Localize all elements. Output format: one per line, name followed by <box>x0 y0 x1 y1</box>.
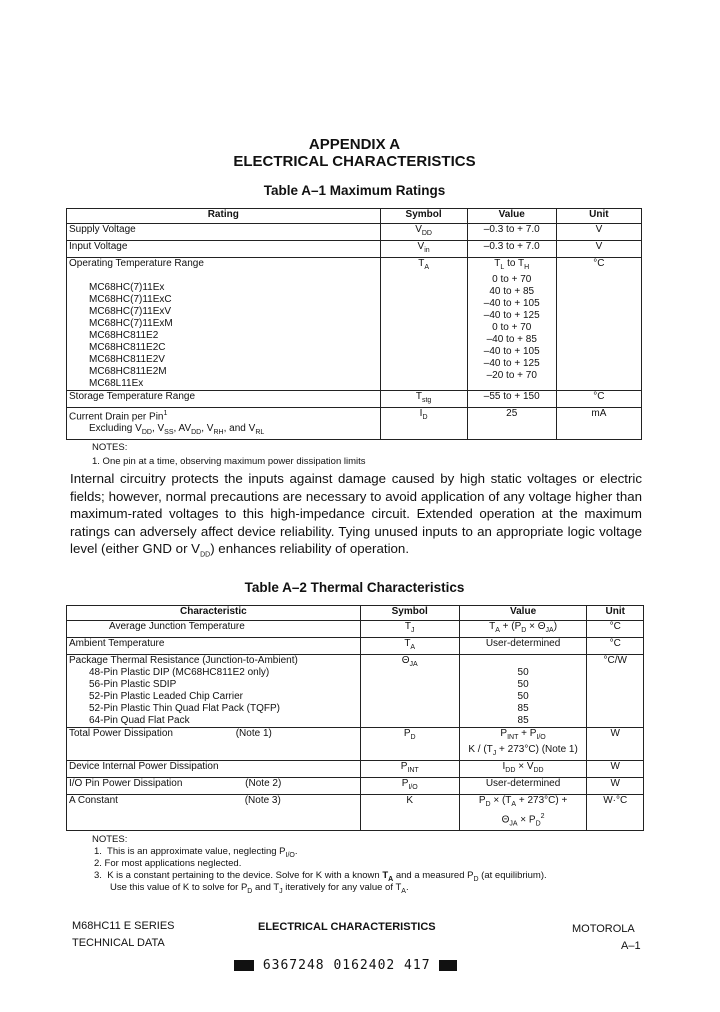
symbol-cell: $V_{in}$ <box>380 241 467 258</box>
footer-brand: MOTOROLA <box>572 923 635 935</box>
package-name: 56-Pin Plastic SDIP <box>89 679 177 690</box>
table-header-row <box>67 606 644 621</box>
range-value: $T_L$ to $T_H$ <box>494 258 530 271</box>
resistance-value: 50 <box>517 691 529 702</box>
barcode-block-right <box>439 960 457 971</box>
table-row <box>67 621 644 638</box>
part-name: MC68L11Ex <box>89 378 144 389</box>
characteristic-cell <box>67 795 361 831</box>
barcode-number: 6367248 0162402 417 <box>262 958 431 973</box>
footer-technical-data: TECHNICAL DATA <box>72 937 165 949</box>
unit-cell: W <box>587 761 644 778</box>
appendix-heading: APPENDIX A <box>308 136 401 153</box>
characteristic-cell <box>67 728 361 761</box>
thermal-characteristics-table <box>66 605 644 831</box>
characteristic-cell: Ambient Temperature <box>67 638 361 655</box>
col-header-unit: Unit <box>587 606 644 621</box>
table-row <box>67 728 644 761</box>
range-value: 0 to + 70 <box>492 322 532 333</box>
part-name: MC68HC(7)11ExV <box>89 306 172 317</box>
value-cell: $T_A + (P_D \times \Theta_{JA})$ <box>459 621 587 638</box>
range-value: –40 to + 125 <box>483 310 540 321</box>
table-a1-caption: Table A–1 Maximum Ratings <box>263 183 446 198</box>
barcode-line <box>234 958 457 973</box>
part-name: MC68HC811E2 <box>89 330 159 341</box>
range-value: –20 to + 70 <box>486 370 537 381</box>
unit-cell: V <box>556 241 641 258</box>
package-name: 64-Pin Quad Flat Pack <box>89 715 190 726</box>
characteristic-cell: Average Junction Temperature <box>67 621 361 638</box>
package-name: 48-Pin Plastic DIP (MC68HC811E2 only) <box>89 667 270 678</box>
range-value: –40 to + 85 <box>486 334 537 345</box>
barcode-block-left <box>234 960 254 971</box>
unit-cell: W <box>587 778 644 795</box>
table-a2-note: Use this value of K to solve for $P_D$ and $T_J$ iteratively for any value of $T_A$. <box>110 882 409 895</box>
table-row <box>67 795 644 831</box>
current-drain-exclusions: Excluding $V_{DD}$, $V_{SS}$, $AV_{DD}$, $V_{RH}$, and $V_{RL}$ <box>89 423 265 437</box>
table-row <box>67 241 642 258</box>
value-cell: –0.3 to + 7.0 <box>467 224 556 241</box>
symbol-cell: $P_{I/O}$ <box>360 778 459 795</box>
value-cell <box>459 655 587 728</box>
unit-cell: °C <box>587 621 644 638</box>
rating-cell <box>67 258 381 391</box>
resistance-value: 50 <box>517 679 529 690</box>
value-cell: 25 <box>467 408 556 440</box>
unit-cell: W·°C <box>587 795 644 831</box>
part-name: MC68HC811E2V <box>89 354 165 365</box>
col-header-value: Value <box>459 606 587 621</box>
part-name: MC68HC811E2C <box>89 342 166 353</box>
resistance-value: 85 <box>517 703 529 714</box>
package-name: 52-Pin Plastic Leaded Chip Carrier <box>89 691 243 702</box>
rating-cell: Supply Voltage <box>67 224 381 241</box>
package-label: Package Thermal Resistance (Junction-to-Ambient) <box>69 655 298 666</box>
footer-page-number: A–1 <box>621 940 641 952</box>
total-power-label: Total Power Dissipation <box>69 728 173 739</box>
value-cell: $P_{INT} + P_{I/O}$ $K / (T_J + 273^\circ C)$ (Note 1) <box>459 728 587 761</box>
symbol-cell: $I_D$ <box>380 408 467 440</box>
characteristic-cell <box>67 778 361 795</box>
rating-cell: Storage Temperature Range <box>67 391 381 408</box>
footer-section-title: ELECTRICAL CHARACTERISTICS <box>258 921 436 933</box>
part-name: MC68HC(7)11ExM <box>89 318 173 329</box>
table-row <box>67 761 644 778</box>
value-cell: $I_{DD} \times V_{DD}$ <box>459 761 587 778</box>
symbol-cell: $T_A$ <box>360 638 459 655</box>
col-header-characteristic: Characteristic <box>67 606 361 621</box>
io-power-label: I/O Pin Power Dissipation <box>69 778 183 789</box>
symbol-cell: K <box>360 795 459 831</box>
value-cell <box>467 258 556 391</box>
resistance-value: 85 <box>517 715 529 726</box>
table-row <box>67 655 644 728</box>
note-ref: (Note 2) <box>245 778 282 789</box>
resistance-value: 50 <box>517 667 529 678</box>
symbol-cell: $V_{DD}$ <box>380 224 467 241</box>
table-row <box>67 638 644 655</box>
unit-cell: W <box>587 728 644 761</box>
symbol-cell: $T_J$ <box>360 621 459 638</box>
table-a2-note: 1. This is an approximate value, neglecting $P_{I/O}$. <box>94 846 298 859</box>
part-name: MC68HC(7)11Ex <box>89 282 165 293</box>
value-cell: $P_D \times (T_A + 273^\circ C)$ + $\Theta_{JA} \times P_D^2$ <box>459 795 587 831</box>
value-cell: User-determined <box>459 638 587 655</box>
note-ref: (Note 3) <box>244 795 281 806</box>
col-header-rating: Rating <box>67 209 381 224</box>
unit-cell: V <box>556 224 641 241</box>
table-row <box>67 778 644 795</box>
col-header-symbol: Symbol <box>360 606 459 621</box>
table-a1-notes-title: NOTES: <box>92 442 128 453</box>
range-value: –40 to + 125 <box>483 358 540 369</box>
a-constant-label: A Constant <box>69 795 118 806</box>
maximum-ratings-table <box>66 208 642 440</box>
part-name: MC68HC(7)11ExC <box>89 294 172 305</box>
unit-cell: °C <box>556 391 641 408</box>
chapter-title: ELECTRICAL CHARACTERISTICS <box>233 153 476 170</box>
table-row <box>67 391 642 408</box>
value-cell: User-determined <box>459 778 587 795</box>
unit-cell: °C <box>587 638 644 655</box>
table-header-row <box>67 209 642 224</box>
unit-cell: mA <box>556 408 641 440</box>
part-name: MC68HC811E2M <box>89 366 167 377</box>
note-ref: (Note 1) <box>235 728 272 739</box>
rating-cell: Input Voltage <box>67 241 381 258</box>
range-value: 40 to + 85 <box>489 286 535 297</box>
symbol-cell: $T_{stg}$ <box>380 391 467 408</box>
footer-series: M68HC11 E SERIES <box>72 920 175 932</box>
range-value: –40 to + 105 <box>483 346 540 357</box>
value-cell: –0.3 to + 7.0 <box>467 241 556 258</box>
col-header-unit: Unit <box>556 209 641 224</box>
table-a2-note: 2. For most applications neglected. <box>94 858 242 869</box>
col-header-symbol: Symbol <box>380 209 467 224</box>
package-name: 52-Pin Plastic Thin Quad Flat Pack (TQFP) <box>89 703 280 714</box>
table-a2-note: 3. K is a constant pertaining to the device. Solve for K with a known $T_A$ and a measured $P_D$ (at equilibrium). <box>94 870 547 883</box>
current-drain-label: Current Drain per Pin$^1$ <box>69 410 168 423</box>
table-row <box>67 224 642 241</box>
symbol-cell: $P_{INT}$ <box>360 761 459 778</box>
optemp-label: Operating Temperature Range <box>69 258 204 269</box>
characteristic-cell: Device Internal Power Dissipation <box>67 761 361 778</box>
table-row <box>67 408 642 440</box>
symbol-cell: $\Theta_{JA}$ <box>360 655 459 728</box>
table-a1-note: 1. One pin at a time, observing maximum power dissipation limits <box>92 456 366 467</box>
table-a2-caption: Table A–2 Thermal Characteristics <box>244 580 465 595</box>
unit-cell: °C/W <box>587 655 644 728</box>
col-header-value: Value <box>467 209 556 224</box>
symbol-cell: $P_D$ <box>360 728 459 761</box>
symbol-cell: $T_A$ <box>380 258 467 391</box>
range-value: –40 to + 105 <box>483 298 540 309</box>
range-value: 0 to + 70 <box>492 274 532 285</box>
protection-paragraph: Internal circuitry protects the inputs against damage caused by high static voltages or electric fields; however, normal precautions are necessary to avoid application of any voltage higher than maximum-rated voltages to this high-impedance circuit. Extended operation at the maximum ratings can adversely affect device reliability. Tying unused inputs to an appropriate logic voltage level (either GND or $V_{DD}$) enhances reliability of operation. <box>70 471 642 559</box>
unit-cell: °C <box>556 258 641 391</box>
characteristic-cell <box>67 655 361 728</box>
rating-cell <box>67 408 381 440</box>
table-a2-notes-title: NOTES: <box>92 834 128 845</box>
value-cell: –55 to + 150 <box>467 391 556 408</box>
table-row <box>67 258 642 391</box>
